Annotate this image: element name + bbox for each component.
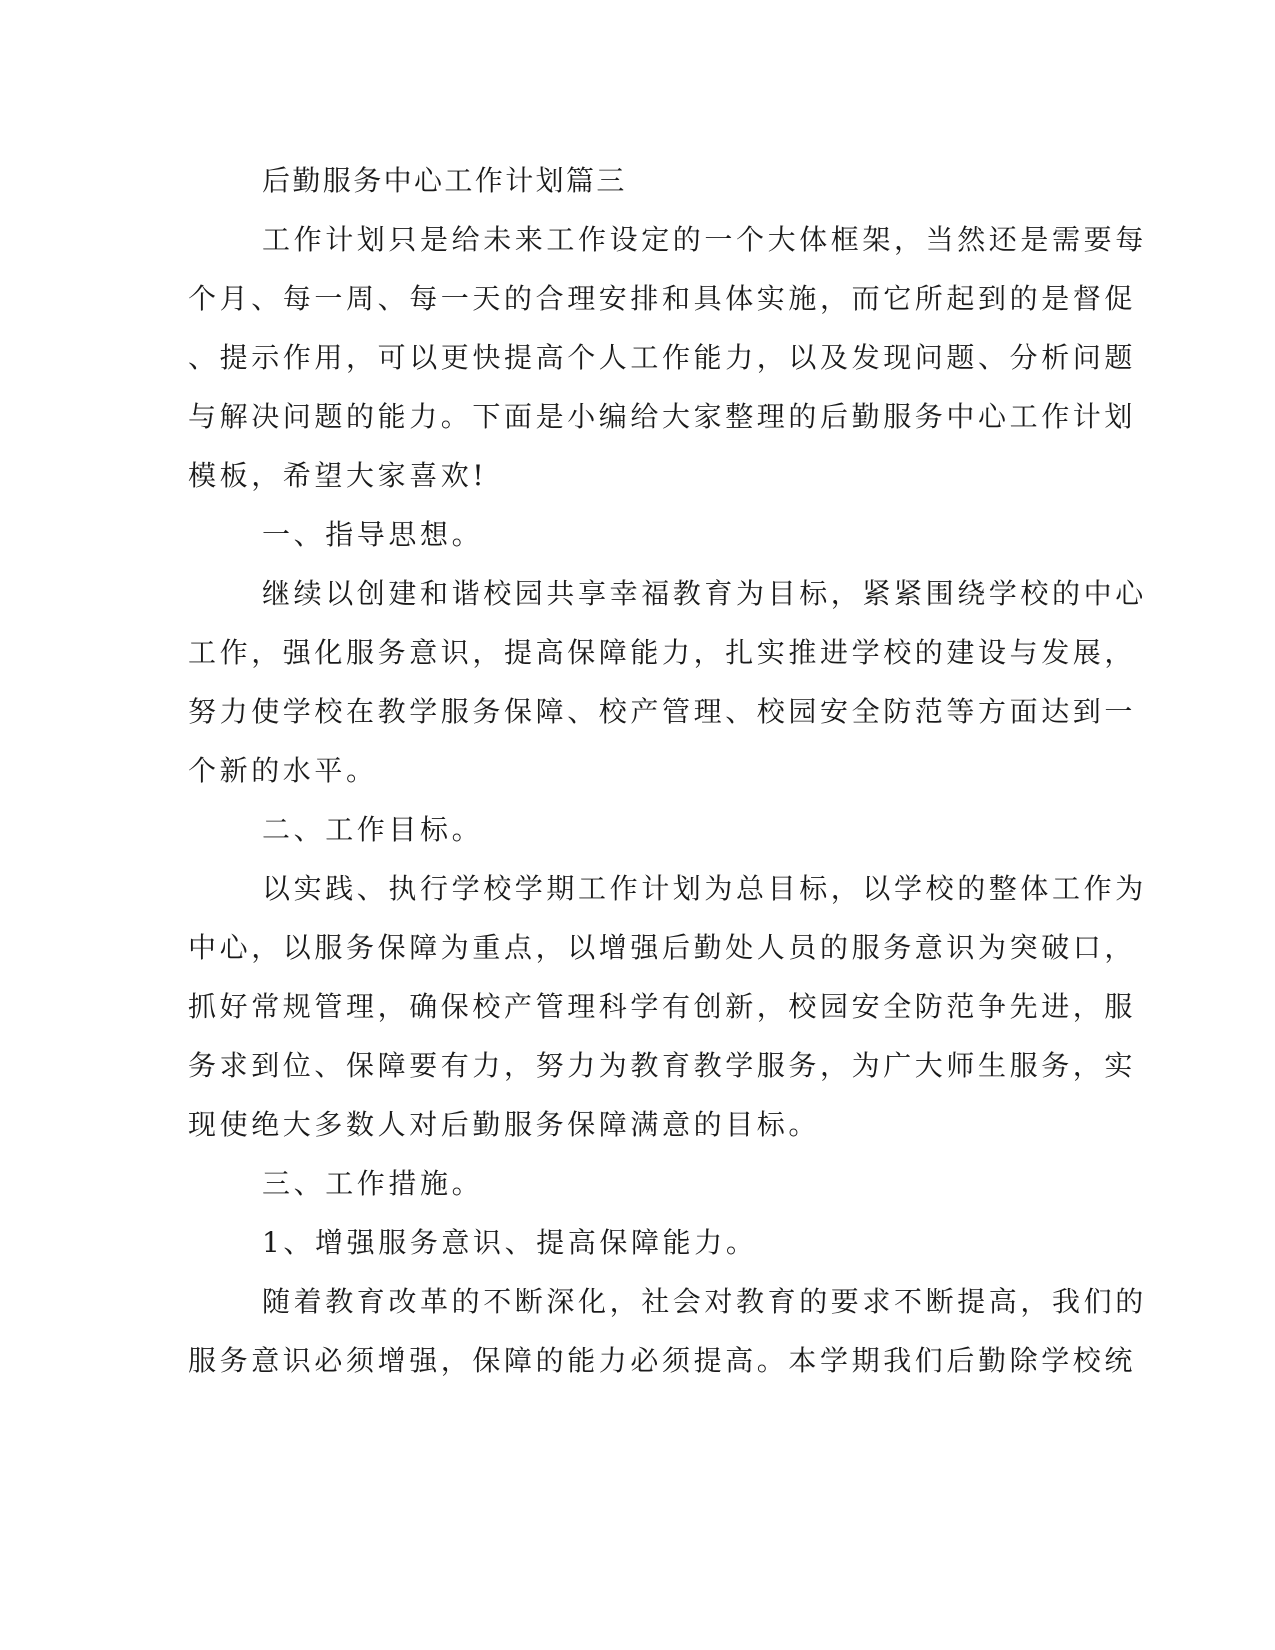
section-heading-guiding-ideology: 一、指导思想。 [262,518,484,551]
guiding-ideology-paragraph-line: 个新的水平。 [188,754,378,787]
measures-paragraph-line: 服务意识必须增强，保障的能力必须提高。本学期我们后勤除学校统 [188,1344,1137,1377]
guiding-ideology-paragraph-line: 继续以创建和谐校园共享幸福教育为目标，紧紧围绕学校的中心 [262,577,1147,610]
intro-paragraph-line: 工作计划只是给未来工作设定的一个大体框架，当然还是需要每 [262,223,1147,256]
intro-paragraph-line: 模板，希望大家喜欢! [188,459,488,492]
section-heading-work-measures: 三、工作措施。 [262,1167,484,1200]
intro-paragraph-line: 个月、每一周、每一天的合理安排和具体实施，而它所起到的是督促 [188,282,1137,315]
subsection-heading-1: 1、增强服务意识、提高保障能力。 [262,1226,758,1259]
guiding-ideology-paragraph-line: 工作，强化服务意识，提高保障能力，扎实推进学校的建设与发展， [188,636,1137,669]
measures-paragraph-line: 随着教育改革的不断深化，社会对教育的要求不断提高，我们的 [262,1285,1147,1318]
work-goals-paragraph-line: 中心，以服务保障为重点，以增强后勤处人员的服务意识为突破口， [188,931,1137,964]
work-goals-paragraph-line: 务求到位、保障要有力，努力为教育教学服务，为广大师生服务，实 [188,1049,1137,1082]
intro-paragraph-line: 与解决问题的能力。下面是小编给大家整理的后勤服务中心工作计划 [188,400,1137,433]
work-goals-paragraph-line: 以实践、执行学校学期工作计划为总目标，以学校的整体工作为 [262,872,1147,905]
work-goals-paragraph-line: 现使绝大多数人对后勤服务保障满意的目标。 [188,1108,821,1141]
work-goals-paragraph-line: 抓好常规管理，确保校产管理科学有创新，校园安全防范争先进，服 [188,990,1137,1023]
guiding-ideology-paragraph-line: 努力使学校在教学服务保障、校产管理、校园安全防范等方面达到一 [188,695,1137,728]
section-heading-work-goals: 二、工作目标。 [262,813,484,846]
document-title: 后勤服务中心工作计划篇三 [262,164,627,197]
intro-paragraph-line: 、提示作用，可以更快提高个人工作能力，以及发现问题、分析问题 [188,341,1137,374]
